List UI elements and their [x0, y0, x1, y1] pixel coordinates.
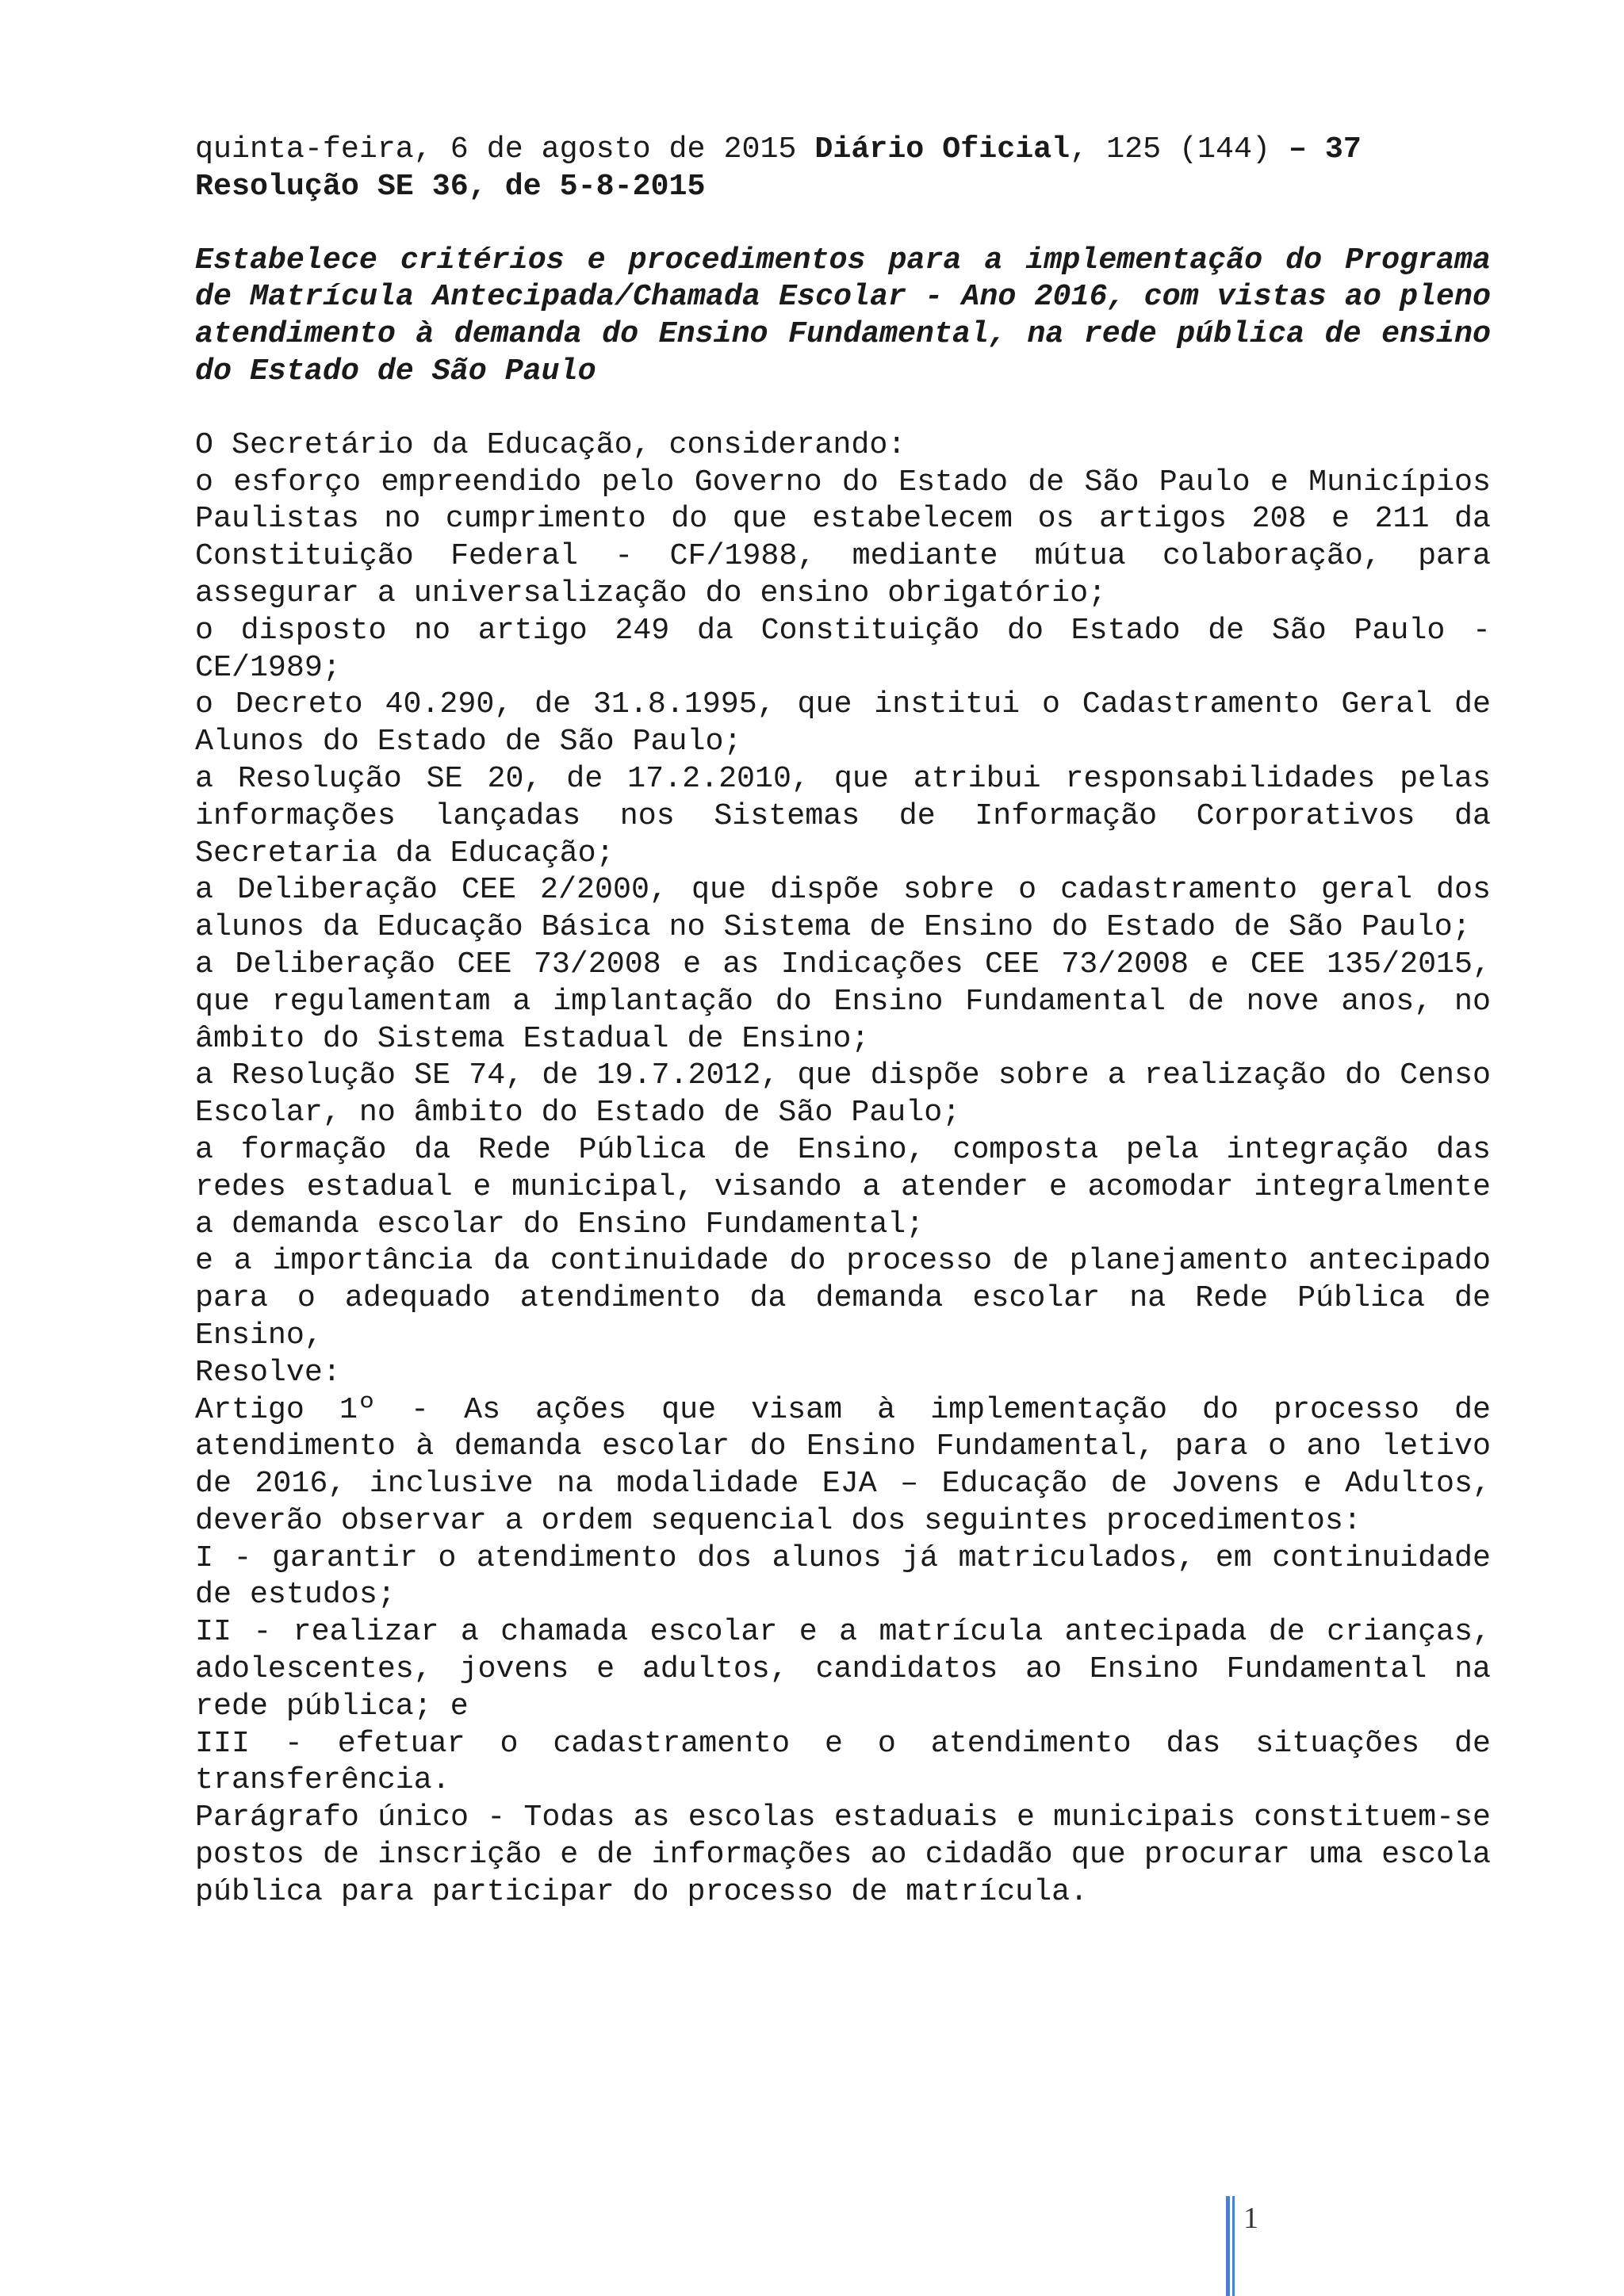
resolution-subject: Estabelece critérios e procedimentos para a implementação do Programa de Matrícula Antecipada/Chamada Escolar - Ano 2016, com vistas ao pleno atendimento à demanda do Ensino Fundamental, na rede pública de ensino do Estado de São Paulo [195, 242, 1491, 388]
body-paragraph: a formação da Rede Pública de Ensino, composta pela integração das redes estadual e municipal, visando a atender e acomodar integralmente a demanda escolar do Ensino Fundamental; [195, 1131, 1491, 1242]
body-paragraph: a Resolução SE 74, de 19.7.2012, que dispõe sobre a realização do Censo Escolar, no âmbito do Estado de São Paulo; [195, 1058, 1491, 1131]
body-paragraph: O Secretário da Educação, considerando: [195, 427, 906, 462]
header-page-ref: – 37 [1288, 132, 1362, 166]
footer-accent-bar [1226, 2196, 1230, 2296]
page-number: 1 [1243, 2202, 1258, 2235]
header-publication: Diário Oficial [814, 132, 1071, 166]
footer-accent-bar-secondary [1232, 2196, 1235, 2296]
article-item: II - realizar a chamada escolar e a matrícula antecipada de crianças, adolescentes, jovens e adultos, candidatos ao Ensino Fundamental na rede pública; e [195, 1614, 1491, 1724]
body-paragraph: o esforço empreendido pelo Governo do Estado de São Paulo e Municípios Paulistas no cumprimento do que estabelecem os artigos 208 e 211 da Constituição Federal - CF/1988, mediante mútua colaboração, para assegurar a universalização do ensino obrigatório; [195, 464, 1491, 610]
article-paragraph: Artigo 1º - As ações que visam à implementação do processo de atendimento à demanda escolar do Ensino Fundamental, para o ano letivo de 2016, inclusive na modalidade EJA – Educação de Jovens e Adultos, deverão observar a ordem sequencial dos seguintes procedimentos: [195, 1391, 1491, 1538]
article-item: III - efetuar o cadastramento e o atendimento das situações de transferência. [195, 1725, 1491, 1798]
page-header [195, 131, 1491, 168]
body-paragraph: a Resolução SE 20, de 17.2.2010, que atribui responsabilidades pelas informações lançadas nos Sistemas de Informação Corporativos da Secretaria da Educação; [195, 760, 1491, 871]
header-issue: , 125 (144) [1070, 132, 1270, 166]
body-paragraph: e a importância da continuidade do processo de planejamento antecipado para o adequado atendimento da demanda escolar na Rede Pública de Ensino, [195, 1243, 1491, 1353]
body-paragraph: Resolve: [195, 1354, 341, 1390]
article-item: I - garantir o atendimento dos alunos já matriculados, em continuidade de estudos; [195, 1540, 1491, 1613]
resolution-title: Resolução SE 36, de 5-8-2015 [195, 168, 706, 204]
document-content [195, 131, 1491, 1911]
body-paragraph: o disposto no artigo 249 da Constituição do Estado de São Paulo - CE/1989; [195, 612, 1491, 685]
body-paragraph: a Deliberação CEE 2/2000, que dispõe sobre o cadastramento geral dos alunos da Educação Básica no Sistema de Ensino do Estado de São Paulo; [195, 872, 1491, 945]
resolution-body [195, 427, 1491, 1911]
body-paragraph: a Deliberação CEE 73/2008 e as Indicações CEE 73/2008 e CEE 135/2015, que regulamentam a implantação do Ensino Fundamental de nove anos, no âmbito do Sistema Estadual de Ensino; [195, 946, 1491, 1056]
body-paragraph: o Decreto 40.290, de 31.8.1995, que institui o Cadastramento Geral de Alunos do Estado de São Paulo; [195, 687, 1491, 760]
sole-paragraph: Parágrafo único - Todas as escolas estaduais e municipais constituem-se postos de inscrição e de informações ao cidadão que procurar uma escola pública para participar do processo de matrícula. [195, 1800, 1491, 1909]
header-date: quinta-feira, 6 de agosto de 2015 [195, 132, 797, 166]
